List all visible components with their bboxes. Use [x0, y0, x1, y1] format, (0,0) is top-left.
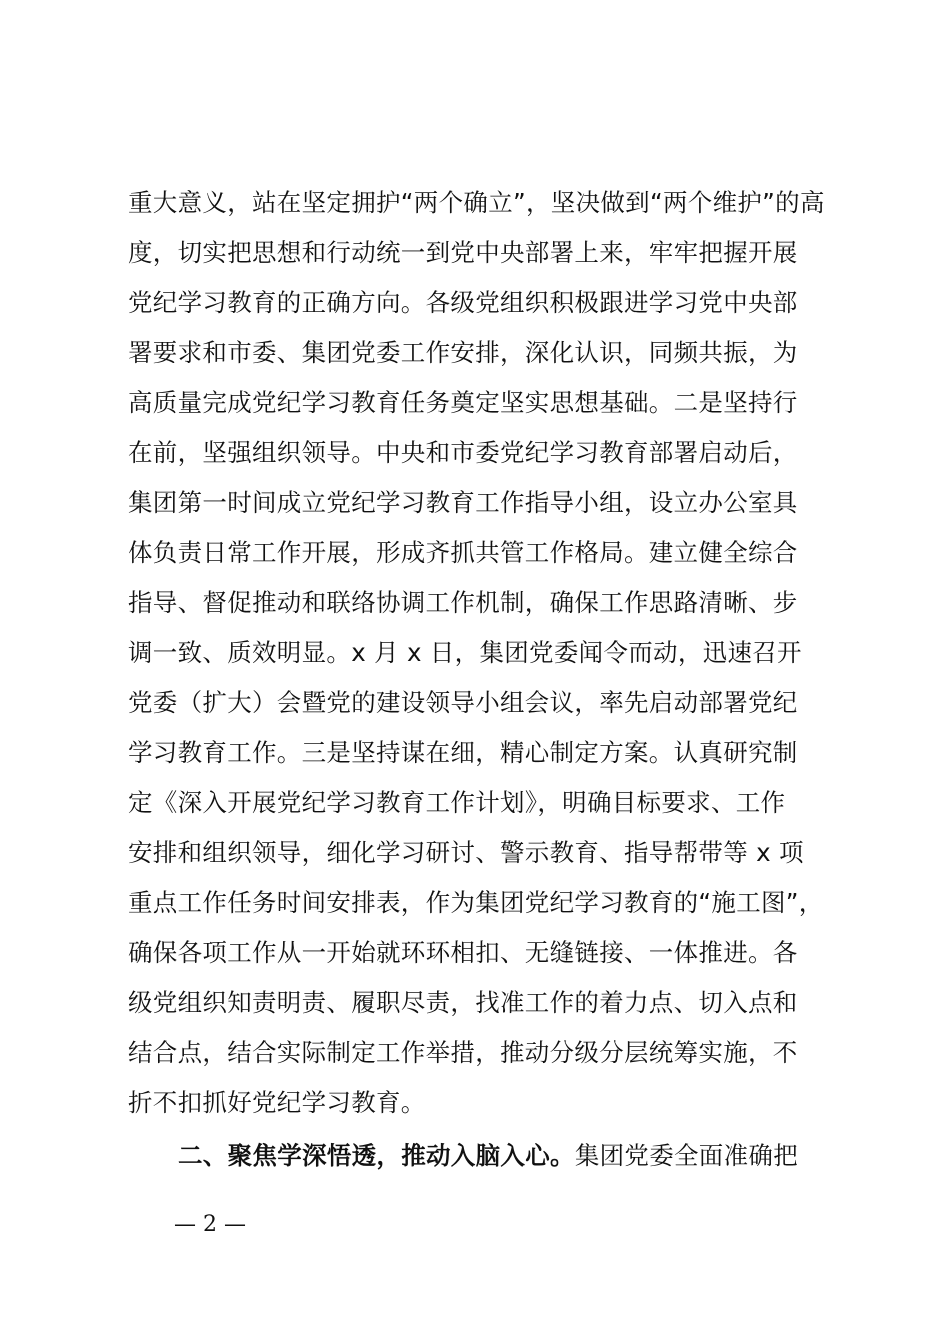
- text-line: 署要求和市委、集团党委工作安排，深化认识，同频共振，为: [128, 338, 798, 367]
- document-body: [128, 178, 848, 1181]
- text-line: 折不扣抓好党纪学习教育。: [128, 1088, 426, 1117]
- text-line: 结合点，结合实际制定工作举措，推动分级分层统筹实施，不: [128, 1038, 798, 1067]
- text-line: 重点工作任务时间安排表，作为集团党纪学习教育的“施工图”，: [128, 888, 824, 917]
- text-line: 指导、督促推动和联络协调工作机制，确保工作思路清晰、步: [128, 588, 798, 617]
- section-text: 集团党委全面准确把: [574, 1141, 799, 1170]
- text-line: 集团第一时间成立党纪学习教育工作指导小组，设立办公室具: [128, 488, 798, 517]
- text-line: 党委（扩大）会暨党的建设领导小组会议，率先启动部署党纪: [128, 688, 798, 717]
- text-line: 党纪学习教育的正确方向。各级党组织积极跟进学习党中央部: [128, 288, 798, 317]
- section-heading: 二、聚焦学深悟透，推动入脑入心。: [178, 1141, 575, 1170]
- text-line: 重大意义，站在坚定拥护“两个确立”，坚决做到“两个维护”的高: [128, 188, 825, 217]
- text-line: 调一致、质效明显。x 月 x 日，集团党委闻令而动，迅速召开: [128, 638, 802, 667]
- text-line: 高质量完成党纪学习教育任务奠定坚实思想基础。二是坚持行: [128, 388, 798, 417]
- text-line: 在前，坚强组织领导。中央和市委党纪学习教育部署启动后，: [128, 438, 798, 467]
- text-line: 体负责日常工作开展，形成齐抓共管工作格局。建立健全综合: [128, 538, 798, 567]
- text-line: 级党组织知责明责、履职尽责，找准工作的着力点、切入点和: [128, 988, 798, 1017]
- page-number: — 2 —: [174, 1212, 246, 1237]
- text-line: 学习教育工作。三是坚持谋在细，精心制定方案。认真研究制: [128, 738, 798, 767]
- section-paragraph: [128, 1131, 848, 1181]
- text-line: 确保各项工作从一开始就环环相扣、无缝链接、一体推进。各: [128, 938, 798, 967]
- text-line: 定《深入开展党纪学习教育工作计划》，明确目标要求、工作: [128, 788, 786, 817]
- text-line: 安排和组织领导，细化学习研讨、警示教育、指导帮带等 x 项: [128, 838, 804, 867]
- text-line: 度，切实把思想和行动统一到党中央部署上来，牢牢把握开展: [128, 238, 798, 267]
